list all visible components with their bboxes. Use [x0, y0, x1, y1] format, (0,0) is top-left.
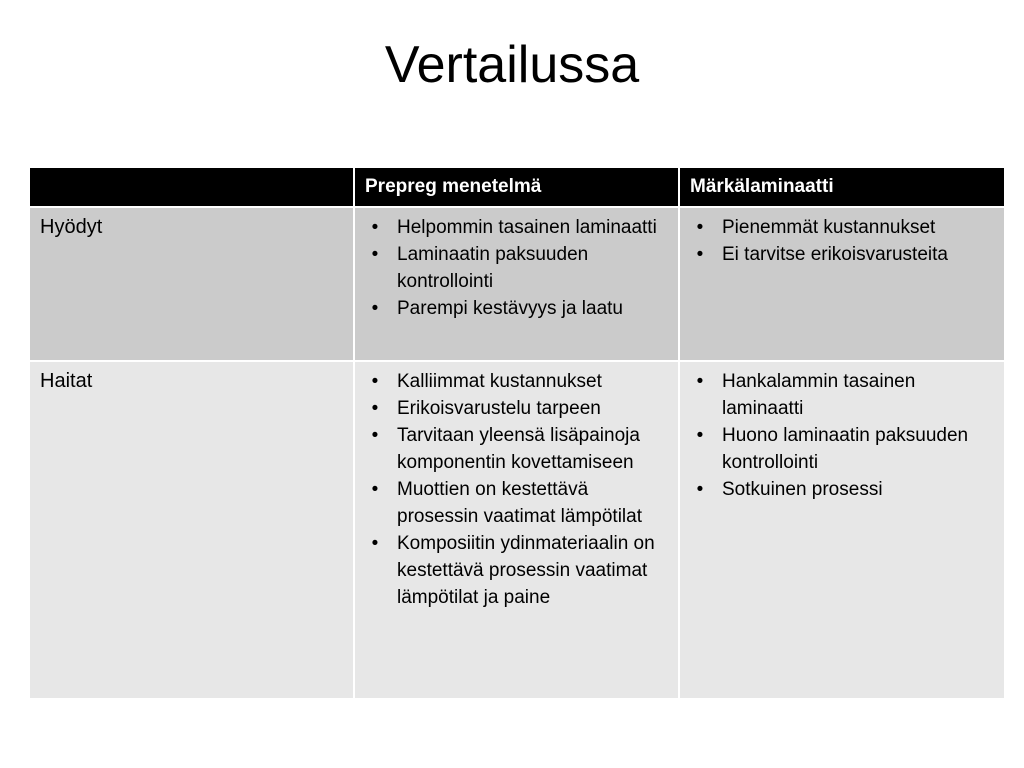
list-item: • Sotkuinen prosessi: [690, 476, 1000, 503]
list-item: • Erikoisvarustelu tarpeen: [365, 395, 674, 422]
bullet-icon: •: [371, 425, 379, 446]
list-item: • Tarvitaan yleensä lisäpainoja komponentin kovettamiseen: [365, 422, 674, 476]
slide-title: Vertailussa: [384, 36, 640, 94]
drawbacks-prepreg-list: [355, 362, 678, 611]
benefits-prepreg-list: [355, 208, 678, 322]
benefits-prepreg-cell: [354, 207, 679, 361]
comparison-table: [28, 166, 1006, 700]
bullet-icon: •: [371, 244, 379, 265]
drawbacks-wet-cell: [679, 361, 1005, 699]
header-wet-laminate: Märkälaminaatti: [679, 167, 1005, 207]
list-item: • Helpommin tasainen laminaatti: [365, 214, 674, 241]
drawbacks-prepreg-cell: [354, 361, 679, 699]
table-row-drawbacks: [29, 361, 1005, 699]
header-prepreg: Prepreg menetelmä: [354, 167, 679, 207]
table-row-benefits: [29, 207, 1005, 361]
list-item: • Ei tarvitse erikoisvarusteita: [690, 241, 1000, 268]
bullet-icon: •: [371, 371, 379, 392]
list-item: • Hankalammin tasainen laminaatti: [690, 368, 1000, 422]
benefits-wet-cell: [679, 207, 1005, 361]
bullet-icon: •: [371, 398, 379, 419]
bullet-icon: •: [371, 533, 379, 554]
bullet-icon: •: [371, 217, 379, 238]
bullet-icon: •: [371, 298, 379, 319]
bullet-icon: •: [696, 371, 704, 392]
benefits-wet-list: [680, 208, 1004, 268]
bullet-icon: •: [696, 244, 704, 265]
list-item: • Laminaatin paksuuden kontrollointi: [365, 241, 674, 295]
bullet-icon: •: [696, 217, 704, 238]
list-item: • Kalliimmat kustannukset: [365, 368, 674, 395]
header-empty-cell: [29, 167, 354, 207]
list-item: • Komposiitin ydinmateriaalin on kestettävä prosessin vaatimat lämpötilat ja paine: [365, 530, 674, 611]
list-item: • Pienemmät kustannukset: [690, 214, 1000, 241]
list-item: • Muottien on kestettävä prosessin vaatimat lämpötilat: [365, 476, 674, 530]
bullet-icon: •: [371, 479, 379, 500]
bullet-icon: •: [696, 479, 704, 500]
row-label-drawbacks: Haitat: [29, 361, 354, 699]
bullet-icon: •: [696, 425, 704, 446]
table-header-row: [29, 167, 1005, 207]
drawbacks-wet-list: [680, 362, 1004, 503]
row-label-benefits: Hyödyt: [29, 207, 354, 361]
list-item: • Huono laminaatin paksuuden kontrollointi: [690, 422, 1000, 476]
list-item: • Parempi kestävyys ja laatu: [365, 295, 674, 322]
